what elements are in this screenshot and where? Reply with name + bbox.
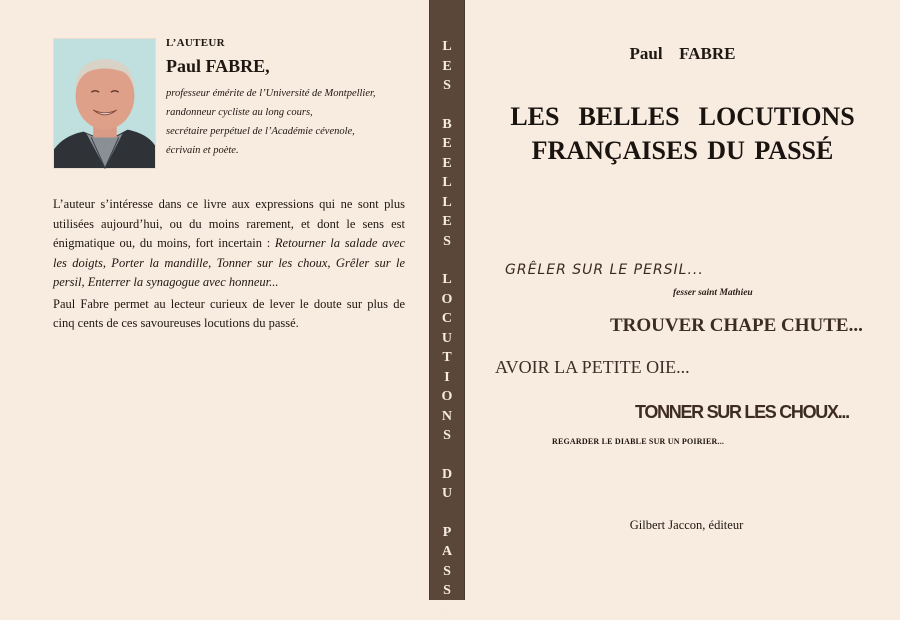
description-examples: Retourner la salade avec les doigts, Porter la mandille, Tonner sur les choux, Grêler sur le persil, Enterrer la synagogue avec honneur... (53, 236, 405, 289)
spine-letter: E (442, 57, 451, 77)
spine-letter: U (442, 484, 452, 504)
back-cover (0, 0, 429, 600)
spine-letter: L (442, 37, 451, 57)
spine-letter: U (442, 329, 452, 349)
author-bio (166, 84, 426, 160)
spine-letter: T (442, 348, 451, 368)
description-intro: L’auteur s’intéresse dans ce livre aux expressions qui ne sont plus utilisées aujourd’hui, ou du moins rarement, et dont le sens est énigmatique ou, du moins, fort incertain : (53, 197, 405, 250)
spine-letter: E (442, 134, 451, 154)
spine-word (442, 115, 451, 252)
spine-letter: P (443, 523, 452, 543)
phrase-fesser: fesser saint Mathieu (673, 288, 753, 298)
spine-letter: E (442, 212, 451, 232)
spine-letter: B (442, 115, 451, 135)
book-title (465, 100, 900, 168)
description-paragraph-2: Paul Fabre permet au lecteur curieux de lever le doute sur plus de cinq cents de ces savoureuses locutions du passé. (53, 295, 405, 334)
front-author-name: Paul FABRE (465, 44, 900, 64)
spine-letter: É (442, 601, 451, 620)
book-description (53, 195, 405, 334)
phrase-regarder: REGARDER LE DIABLE SUR UN POIRIER... (552, 437, 724, 446)
author-bio-line: professeur émérite de l’Université de Montpellier, (166, 84, 426, 103)
spine-letter: L (442, 173, 451, 193)
spine-letter: S (443, 232, 451, 252)
author-photo (53, 38, 156, 169)
book-spine (429, 0, 465, 600)
spine-letter: N (442, 407, 452, 427)
title-line-2: FRANÇAISES DU PASSÉ (465, 134, 900, 168)
author-bio-line: écrivain et poète. (166, 141, 426, 160)
spine-title (430, 37, 464, 620)
author-name: Paul FABRE, (166, 56, 270, 77)
spine-word (442, 37, 451, 96)
publisher: Gilbert Jaccon, éditeur (465, 518, 900, 533)
author-portrait-icon (54, 39, 155, 168)
phrase-trouver: TROUVER CHAPE CHUTE... (610, 315, 863, 337)
spine-letter: S (443, 426, 451, 446)
spine-letter: O (442, 387, 453, 407)
spine-letter: S (443, 581, 451, 601)
spine-word (442, 270, 453, 446)
spine-letter: S (443, 76, 451, 96)
spine-letter: C (442, 309, 452, 329)
author-heading: L’AUTEUR (166, 37, 225, 49)
spine-letter: S (443, 562, 451, 582)
author-bio-line: randonneur cycliste au long cours, (166, 103, 426, 122)
spine-letter: L (442, 193, 451, 213)
description-paragraph-1 (53, 195, 405, 293)
spine-letter: E (442, 154, 451, 174)
title-line-1: LES BELLES LOCUTIONS (465, 100, 900, 134)
spine-letter: L (442, 270, 451, 290)
front-cover (465, 0, 900, 600)
phrase-avoir: AVOIR LA PETITE OIE... (495, 357, 690, 378)
phrase-greler: GRÊLER SUR LE PERSIL... (505, 262, 704, 278)
phrase-tonner: TONNER SUR LES CHOUX... (635, 402, 849, 423)
spine-letter: A (442, 542, 452, 562)
spine-letter: I (444, 368, 449, 388)
spine-letter: D (442, 465, 452, 485)
author-bio-line: secrétaire perpétuel de l’Académie cévenole, (166, 122, 426, 141)
spine-word (442, 523, 452, 620)
spine-letter: O (442, 290, 453, 310)
spine-word (442, 465, 452, 504)
